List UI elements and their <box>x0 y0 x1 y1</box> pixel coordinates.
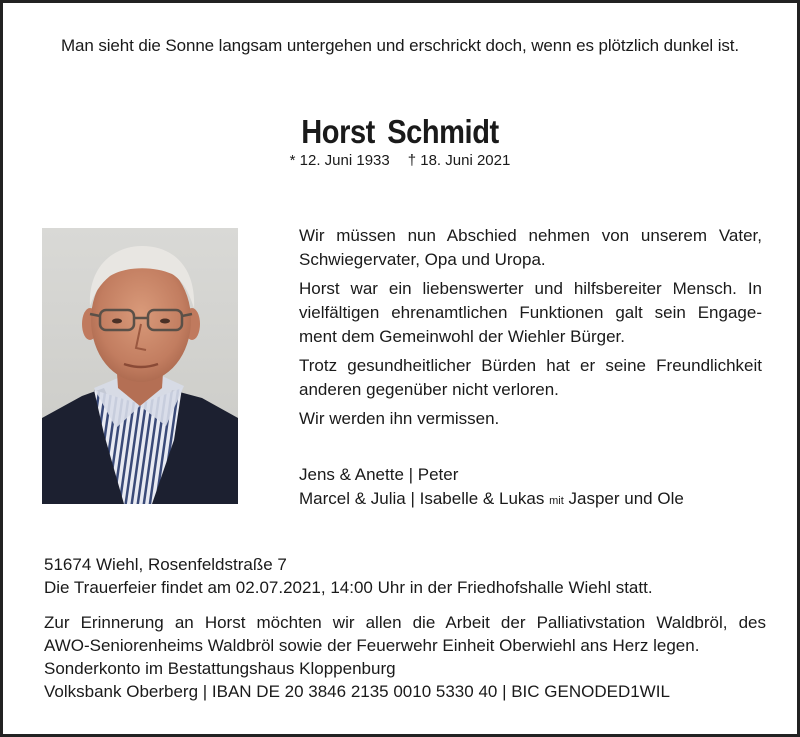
family-line-1: Jens & Anette | Peter <box>299 465 459 484</box>
family-line-2-main: Marcel & Julia | Isabelle & Lukas <box>299 489 545 508</box>
birth-date: * 12. Juni 1933 <box>289 152 390 169</box>
motto-quote: Man sieht die Sonne langsam untergehen und erschrickt doch, wenn es plötzlich dunkel ist. <box>60 36 740 55</box>
family-signatures <box>299 463 769 513</box>
first-name: Horst <box>301 113 375 150</box>
portrait-photo-icon <box>42 228 238 504</box>
address-block <box>44 553 764 599</box>
tribute-paragraph: Horst war ein liebenswerter und hilfsbereiter Mensch. In vielfältigen ehrenamtlichen Funktionen galt sein Engage-ment dem Gemeinwohl der Wiehler Bürger. <box>299 279 762 346</box>
funeral-ceremony-info: Die Trauerfeier findet am 02.07.2021, 14:00 Uhr in der Friedhofshalle Wiehl statt. <box>44 578 653 597</box>
family-line-2-mit: mit <box>549 495 564 507</box>
tribute-paragraph: Trotz gesundheitlicher Bürden hat er seine Freundlichkeit anderen gegenüber nicht verloren. <box>299 356 762 399</box>
bank-details: Volksbank Oberberg | IBAN DE 20 3846 2135 0010 5330 40 | BIC GENODED1WIL <box>44 682 670 701</box>
family-line-2 <box>299 487 769 513</box>
donation-notice <box>44 611 766 703</box>
deceased-name <box>48 113 752 151</box>
tribute-paragraph: Wir werden ihn vermissen. <box>299 409 500 428</box>
special-account: Sonderkonto im Bestattungshaus Kloppenburg <box>44 659 396 678</box>
donation-line-1: Zur Erinnerung an Horst möchten wir allen die Arbeit der Palliativstation Waldbröl, des <box>44 613 766 632</box>
death-date: † 18. Juni 2021 <box>407 152 511 169</box>
tribute-paragraph: Wir müssen nun Abschied nehmen von unserem Vater, Schwiegervater, Opa und Uropa. <box>299 226 762 269</box>
family-line-2-end: Jasper und Ole <box>568 489 684 508</box>
donation-line-2: AWO-Seniorenheims Waldbröl sowie der Feuerwehr Einheit Oberwiehl ans Herz legen. <box>44 636 700 655</box>
last-name: Schmidt <box>387 113 499 150</box>
tribute-text <box>299 224 762 436</box>
life-dates <box>0 152 800 169</box>
mourning-address: 51674 Wiehl, Rosenfeldstraße 7 <box>44 555 287 574</box>
